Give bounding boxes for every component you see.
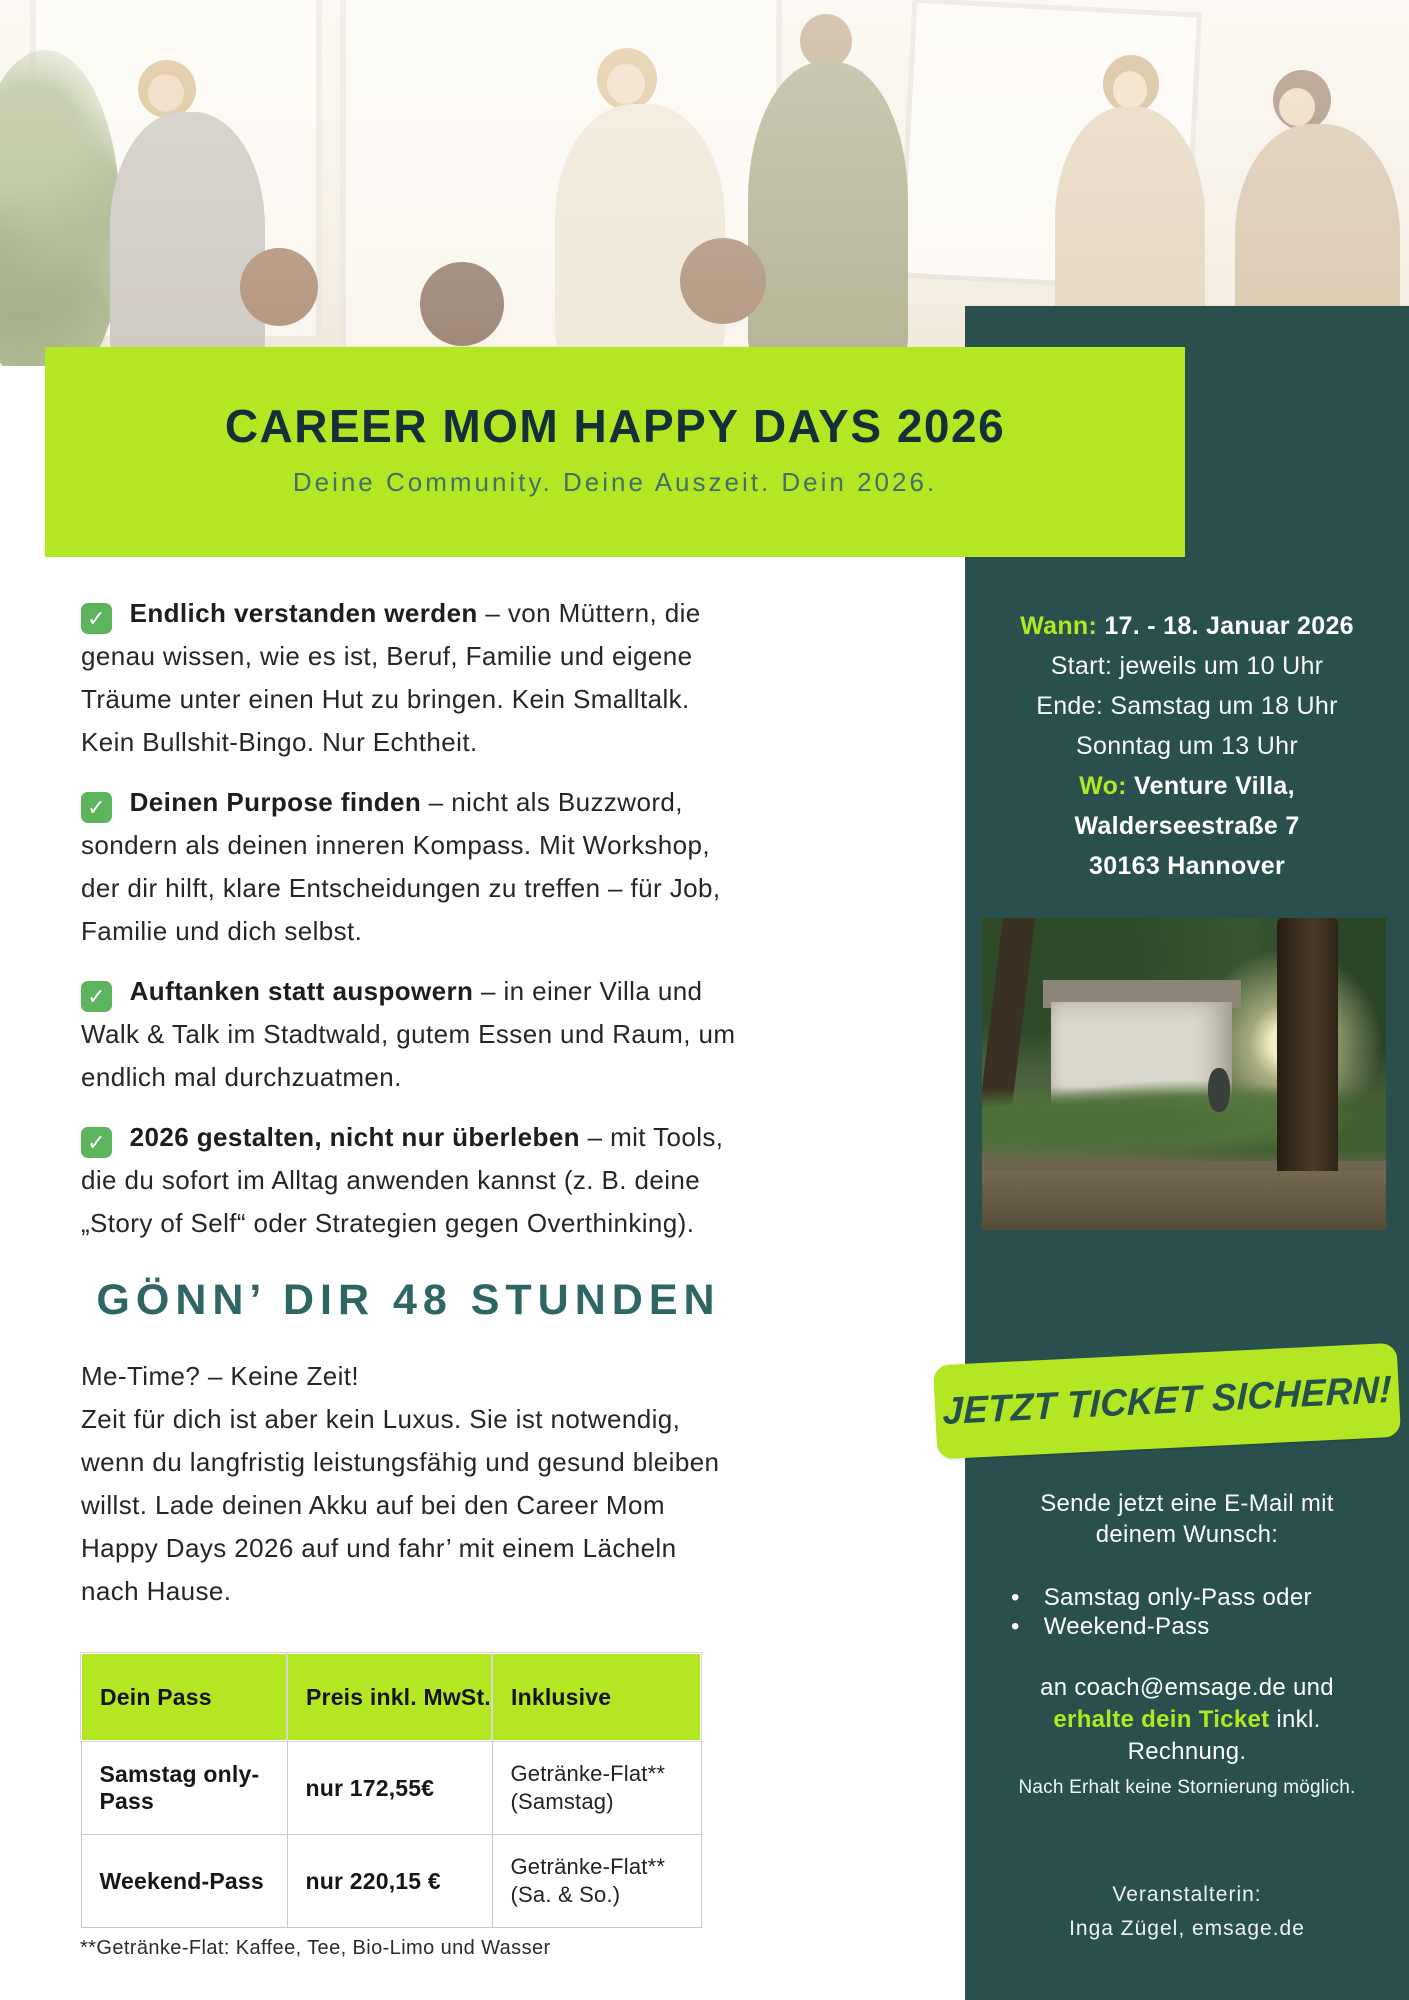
benefit-lead: 2026 gestalten, nicht nur überleben xyxy=(129,1122,580,1152)
park-path xyxy=(982,1171,1386,1230)
ticket-cta-button[interactable] xyxy=(933,1343,1401,1460)
cell-pass: Weekend-Pass xyxy=(81,1835,287,1928)
where-label: Wo: xyxy=(1079,772,1127,800)
pass-option-item: • Samstag only-Pass oder xyxy=(1011,1584,1312,1611)
email-address-line[interactable]: an coach@emsage.de und xyxy=(1040,1674,1334,1701)
benefit-text: – von Müttern, die genau wissen, wie es ist, Beruf, Familie und eigene Träume unter einen Hut zu bringen. Kein Smalltalk. Kein Bullshit-Bingo. Nur Echtheit. xyxy=(81,598,701,757)
benefit-item xyxy=(81,1116,736,1245)
address-city: 30163 Hannover xyxy=(1089,852,1285,880)
bullet-icon: • xyxy=(1011,1613,1020,1640)
table-header-row xyxy=(81,1653,701,1741)
ticket-highlight-line: erhalte dein Ticket inkl. xyxy=(1053,1706,1321,1733)
villa-photo xyxy=(982,918,1386,1230)
pass-option-item: • Weekend-Pass xyxy=(1011,1613,1210,1640)
end-line: Ende: Samstag um 18 Uhr xyxy=(1036,692,1338,720)
metime-paragraph xyxy=(81,1355,736,1613)
email-closing: an coach@emsage.de und erhalte dein Ticket inkl. Rechnung. xyxy=(965,1672,1409,1768)
ticket-cta-label: JETZT TICKET SICHERN! xyxy=(941,1368,1393,1433)
benefit-lead: Endlich verstanden werden xyxy=(129,598,478,628)
metime-intro: Me-Time? – Keine Zeit! xyxy=(81,1361,360,1391)
cyclist xyxy=(1208,1068,1230,1112)
event-sidebar xyxy=(941,306,1409,2000)
content-column xyxy=(81,592,736,1613)
check-icon: ✓ xyxy=(81,792,112,823)
organizer-name: Inga Zügel, emsage.de xyxy=(1069,1917,1305,1940)
when-label: Wann: xyxy=(1020,612,1098,640)
email-intro: Sende jetzt eine E-Mail mit deinem Wunsch: xyxy=(1040,1490,1334,1548)
ticket-highlight: erhalte dein Ticket xyxy=(1053,1706,1270,1733)
benefit-text: – mit Tools, die du sofort im Alltag anwenden kannst (z. B. deine „Story of Self“ oder Strategien gegen Overthinking). xyxy=(81,1122,724,1238)
cell-inclusive: Getränke-Flat** (Sa. & So.) xyxy=(492,1835,701,1928)
event-info xyxy=(965,606,1409,886)
header-cell-inclusive: Inklusive xyxy=(492,1653,701,1741)
where-line xyxy=(965,766,1409,806)
benefit-text: – nicht als Buzzword, sondern als deinen inneren Kompass. Mit Workshop, der dir hilft, klare Entscheidungen zu treffen – für Job, Familie und dich selbst. xyxy=(81,787,721,946)
when-value: 17. - 18. Januar 2026 xyxy=(1104,612,1354,640)
cell-price: nur 172,55€ xyxy=(287,1741,492,1835)
start-line: Start: jeweils um 10 Uhr xyxy=(1050,652,1324,680)
email-instructions xyxy=(965,1488,1409,1803)
benefit-item xyxy=(81,970,736,1099)
check-icon: ✓ xyxy=(81,981,112,1012)
header-cell-pass: Dein Pass xyxy=(81,1653,287,1741)
header-cell-price: Preis inkl. MwSt. xyxy=(287,1653,492,1741)
when-line xyxy=(965,606,1409,646)
pricing-table xyxy=(80,1652,702,1928)
sunday-line: Sonntag um 13 Uhr xyxy=(1076,732,1298,760)
benefit-text: – in einer Villa und Walk & Talk im Stadtwald, gutem Essen und Raum, um endlich mal durchzuatmen. xyxy=(81,976,736,1092)
table-footnote: **Getränke-Flat: Kaffee, Tee, Bio-Limo und Wasser xyxy=(80,1937,551,1959)
pricing-section xyxy=(80,1652,702,1960)
table-row xyxy=(81,1741,701,1835)
benefit-lead: Deinen Purpose finden xyxy=(129,787,422,817)
check-icon: ✓ xyxy=(81,1127,112,1158)
table-row xyxy=(81,1835,701,1928)
pass-options-list xyxy=(965,1583,1409,1641)
section-heading: GÖNN’ DIR 48 STUNDEN xyxy=(96,1276,721,1324)
organizer-info xyxy=(965,1878,1409,1946)
bullet-icon: • xyxy=(1011,1584,1020,1611)
check-icon: ✓ xyxy=(81,603,112,634)
organizer-label: Veranstalterin: xyxy=(1112,1883,1262,1906)
benefit-item xyxy=(81,592,736,764)
where-value: Venture Villa, xyxy=(1134,772,1295,800)
metime-body: Zeit für dich ist aber kein Luxus. Sie ist notwendig, wenn du langfristig leistungsfähig und gesund bleiben willst. Lade deinen Akku auf bei den Career Mom Happy Days 2026 auf und fahr’ mit einem Lächeln nach Hause. xyxy=(81,1404,720,1606)
page-title: CAREER MOM HAPPY DAYS 2026 xyxy=(224,400,1006,452)
benefit-item xyxy=(81,781,736,953)
title-banner xyxy=(45,347,1185,557)
address-street: Walderseestraße 7 xyxy=(1074,812,1300,840)
page-subtitle: Deine Community. Deine Auszeit. Dein 2026. xyxy=(292,467,938,497)
benefit-lead: Auftanken statt auspowern xyxy=(129,976,474,1006)
cancellation-note: Nach Erhalt keine Stornierung möglich. xyxy=(1018,1777,1356,1798)
cell-price: nur 220,15 € xyxy=(287,1835,492,1928)
cell-pass: Samstag only-Pass xyxy=(81,1741,287,1835)
cell-inclusive: Getränke-Flat** (Samstag) xyxy=(492,1741,701,1835)
